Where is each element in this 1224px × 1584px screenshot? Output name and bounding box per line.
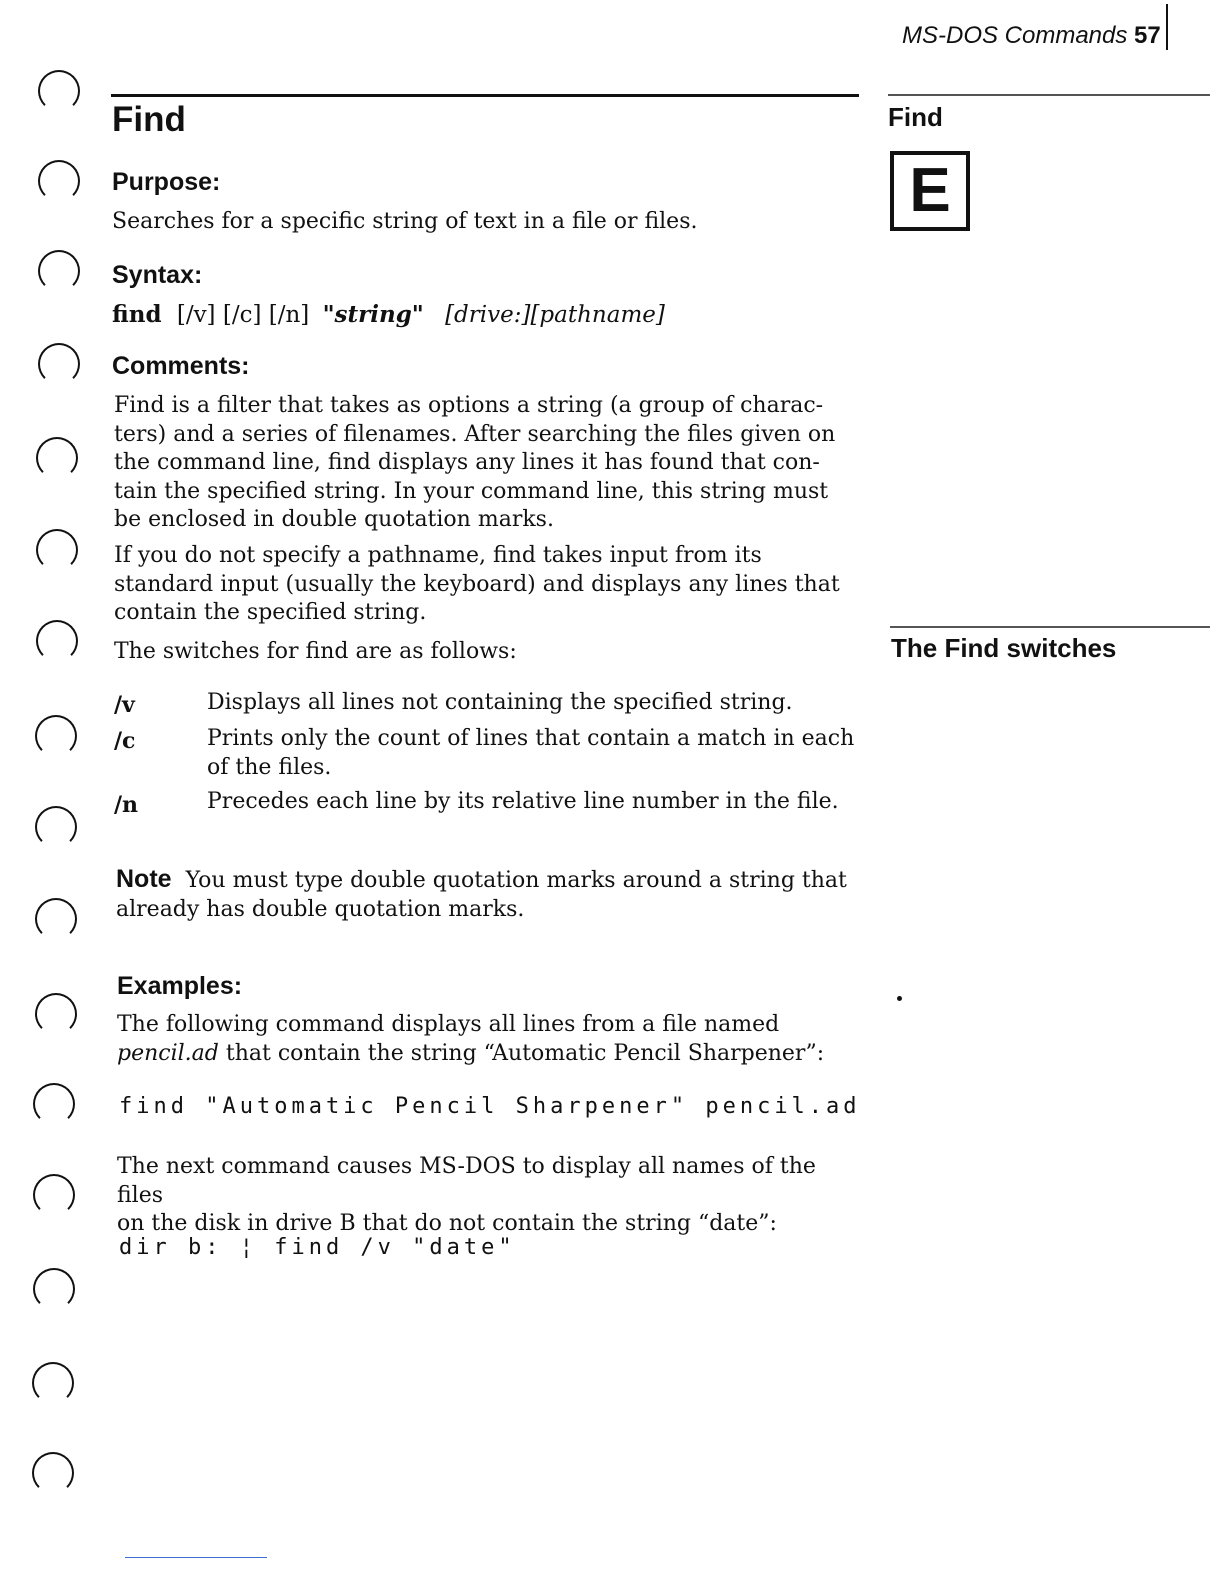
purpose-heading: Purpose: (112, 168, 221, 196)
switch-key: /c (114, 728, 136, 754)
switch-desc: Precedes each line by its relative line number in the file. (207, 789, 839, 814)
side-title: Find (888, 102, 943, 132)
punch-hole-icon (35, 806, 77, 848)
examples-paragraph-2 (117, 1153, 862, 1239)
punch-hole-icon (32, 1452, 74, 1494)
syntax-command: find (112, 301, 162, 328)
switch-key: /v (114, 692, 135, 718)
punch-hole-icon (33, 1268, 75, 1310)
note-text-line: You must type double quotation marks around a string that (185, 868, 847, 893)
punch-hole-icon (38, 343, 80, 385)
syntax-string: "string" (322, 301, 424, 328)
stray-dot (897, 996, 902, 1001)
switch-desc: Displays all lines not containing the specified string. (207, 690, 793, 715)
punch-hole-icon (33, 1083, 75, 1125)
comments-p1-line: ters) and a series of filenames. After searching the files given on (114, 421, 836, 447)
punch-hole-icon (33, 1174, 75, 1216)
punch-hole-icon (36, 437, 78, 479)
example-filename: pencil.ad (117, 1040, 219, 1066)
comments-paragraph-3: The switches for find are as follows: (114, 639, 517, 664)
switch-key: /n (114, 792, 139, 818)
purpose-text: Searches for a specific string of text in a file or files. (112, 209, 698, 234)
examples-paragraph-1 (117, 1011, 862, 1068)
comments-p1-line: the command line, find displays any lines it has found that con- (114, 450, 820, 475)
running-header (902, 22, 1161, 50)
comments-p1-line: Find is a filter that takes as options a string (a group of charac- (114, 393, 824, 418)
punch-hole-icon (35, 993, 77, 1035)
comments-p2-line: If you do not specify a pathname, find takes input from its (114, 543, 762, 568)
note-label: Note (116, 865, 172, 893)
punch-hole-icon (36, 620, 78, 662)
note-block (116, 865, 861, 924)
comments-p2-line: standard input (usually the keyboard) and displays any lines that (114, 571, 840, 597)
side-switches-label: The Find switches (891, 633, 1117, 663)
syntax-path: [pathname] (530, 302, 665, 328)
comments-p1-line: be enclosed in double quotation marks. (114, 507, 554, 532)
comments-p1-line: tain the specified string. In your command line, this string must (114, 478, 829, 504)
side-rule-switches (890, 626, 1210, 628)
punch-hole-icon (38, 160, 80, 202)
switch-desc: Prints only the count of lines that contain a match in each of the files. (207, 726, 855, 780)
comments-paragraph-2 (114, 542, 859, 628)
syntax-heading: Syntax: (112, 261, 203, 289)
examples-heading: Examples: (117, 972, 243, 1000)
bottom-edge-line (125, 1557, 267, 1558)
syntax-options: [/v] [/c] [/n] (176, 302, 310, 328)
punch-hole-icon (38, 250, 80, 292)
header-bar (1166, 4, 1168, 50)
e-badge-icon (890, 151, 970, 231)
punch-hole-icon (35, 715, 77, 757)
page-title: Find (112, 100, 186, 139)
title-rule (111, 94, 859, 97)
comments-paragraph-1 (114, 392, 859, 535)
syntax-line (112, 301, 665, 328)
punch-hole-icon (36, 529, 78, 571)
note-text-line: already has double quotation marks. (116, 896, 525, 922)
code-example-2: dir b: ¦ find /v "date" (119, 1235, 516, 1260)
comments-p2-line: contain the specified string. (114, 600, 427, 625)
punch-hole-icon (38, 70, 80, 112)
page-number: 57 (1134, 22, 1161, 49)
badge-letter: E (909, 156, 951, 225)
examples-p1-line: that contain the string “Automatic Pencil Sharpener”: (218, 1040, 825, 1066)
side-rule (888, 94, 1210, 96)
examples-p2-line: The next command causes MS-DOS to display all names of the files (117, 1154, 816, 1208)
running-title: MS-DOS Commands (902, 22, 1128, 49)
examples-p2-line: on the disk in drive B that do not contain the string “date”: (117, 1211, 777, 1236)
syntax-drive: [drive:] (445, 302, 531, 328)
examples-p1-line: The following command displays all lines from a file named (117, 1012, 780, 1037)
punch-hole-icon (32, 1362, 74, 1404)
code-example-1: find "Automatic Pencil Sharpener" pencil.ad (119, 1094, 861, 1119)
comments-heading: Comments: (112, 352, 250, 380)
punch-hole-icon (35, 898, 77, 940)
